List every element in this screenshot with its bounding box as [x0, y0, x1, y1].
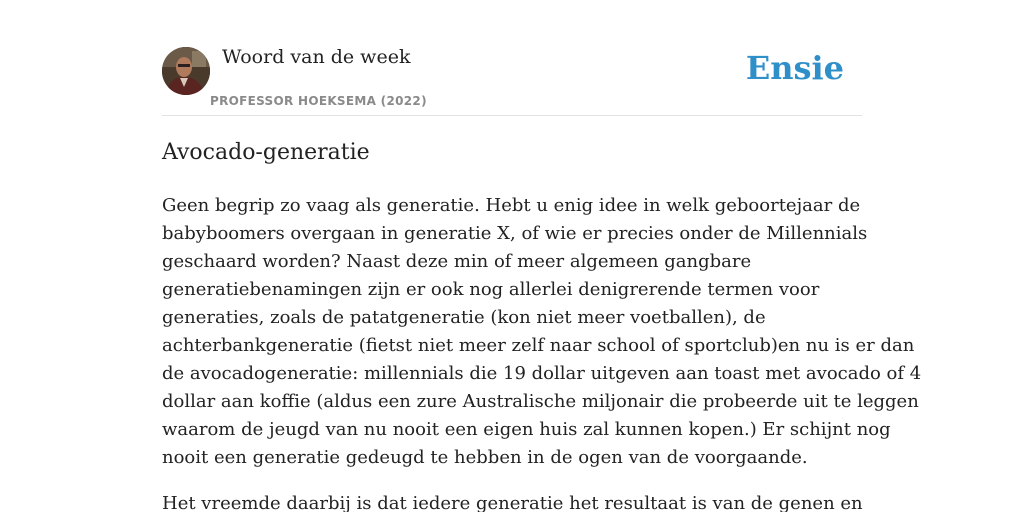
paragraph-line: generatiebenamingen zijn er ook nog allerlei denigrerende termen voor — [162, 279, 820, 300]
article-title: Avocado-generatie — [162, 140, 370, 165]
paragraph-line: de avocadogeneratie: millennials die 19 dollar uitgeven aan toast met avocado of 4 — [162, 363, 922, 384]
paragraph-line: nooit een generatie gedeugd te hebben in de ogen van de voorgaande. — [162, 447, 808, 468]
paragraph-line: generaties, zoals de patatgeneratie (kon niet meer voetballen), de — [162, 307, 766, 328]
article-paragraph-2 — [162, 490, 862, 512]
paragraph-line: Geen begrip zo vaag als generatie. Hebt u enig idee in welk geboortejaar de — [162, 195, 861, 216]
paragraph-line: achterbankgeneratie (fietst niet meer zelf naar school of sportclub)en nu is er dan — [162, 335, 915, 356]
brand-logo[interactable]: Ensie — [745, 49, 844, 87]
column-title[interactable]: Woord van de week — [222, 46, 411, 68]
paragraph-line: waarom de jeugd van nu nooit een eigen huis zal kunnen kopen.) Er schijnt nog — [162, 419, 891, 440]
paragraph-line: dollar aan koffie (aldus een zure Australische miljonair die probeerde uit te leggen — [162, 391, 919, 412]
person-photo-icon — [162, 47, 210, 95]
avatar[interactable] — [162, 47, 210, 95]
paragraph-line: Het vreemde daarbij is dat iedere generatie het resultaat is van de genen en — [162, 493, 863, 512]
paragraph-line: babyboomers overgaan in generatie X, of wie er precies onder de Millennials — [162, 223, 868, 244]
article-paragraph-1 — [162, 192, 922, 472]
author-name[interactable]: PROFESSOR HOEKSEMA (2022) — [210, 94, 427, 108]
paragraph-line: geschaard worden? Naast deze min of meer algemeen gangbare — [162, 251, 752, 272]
header — [162, 0, 862, 116]
